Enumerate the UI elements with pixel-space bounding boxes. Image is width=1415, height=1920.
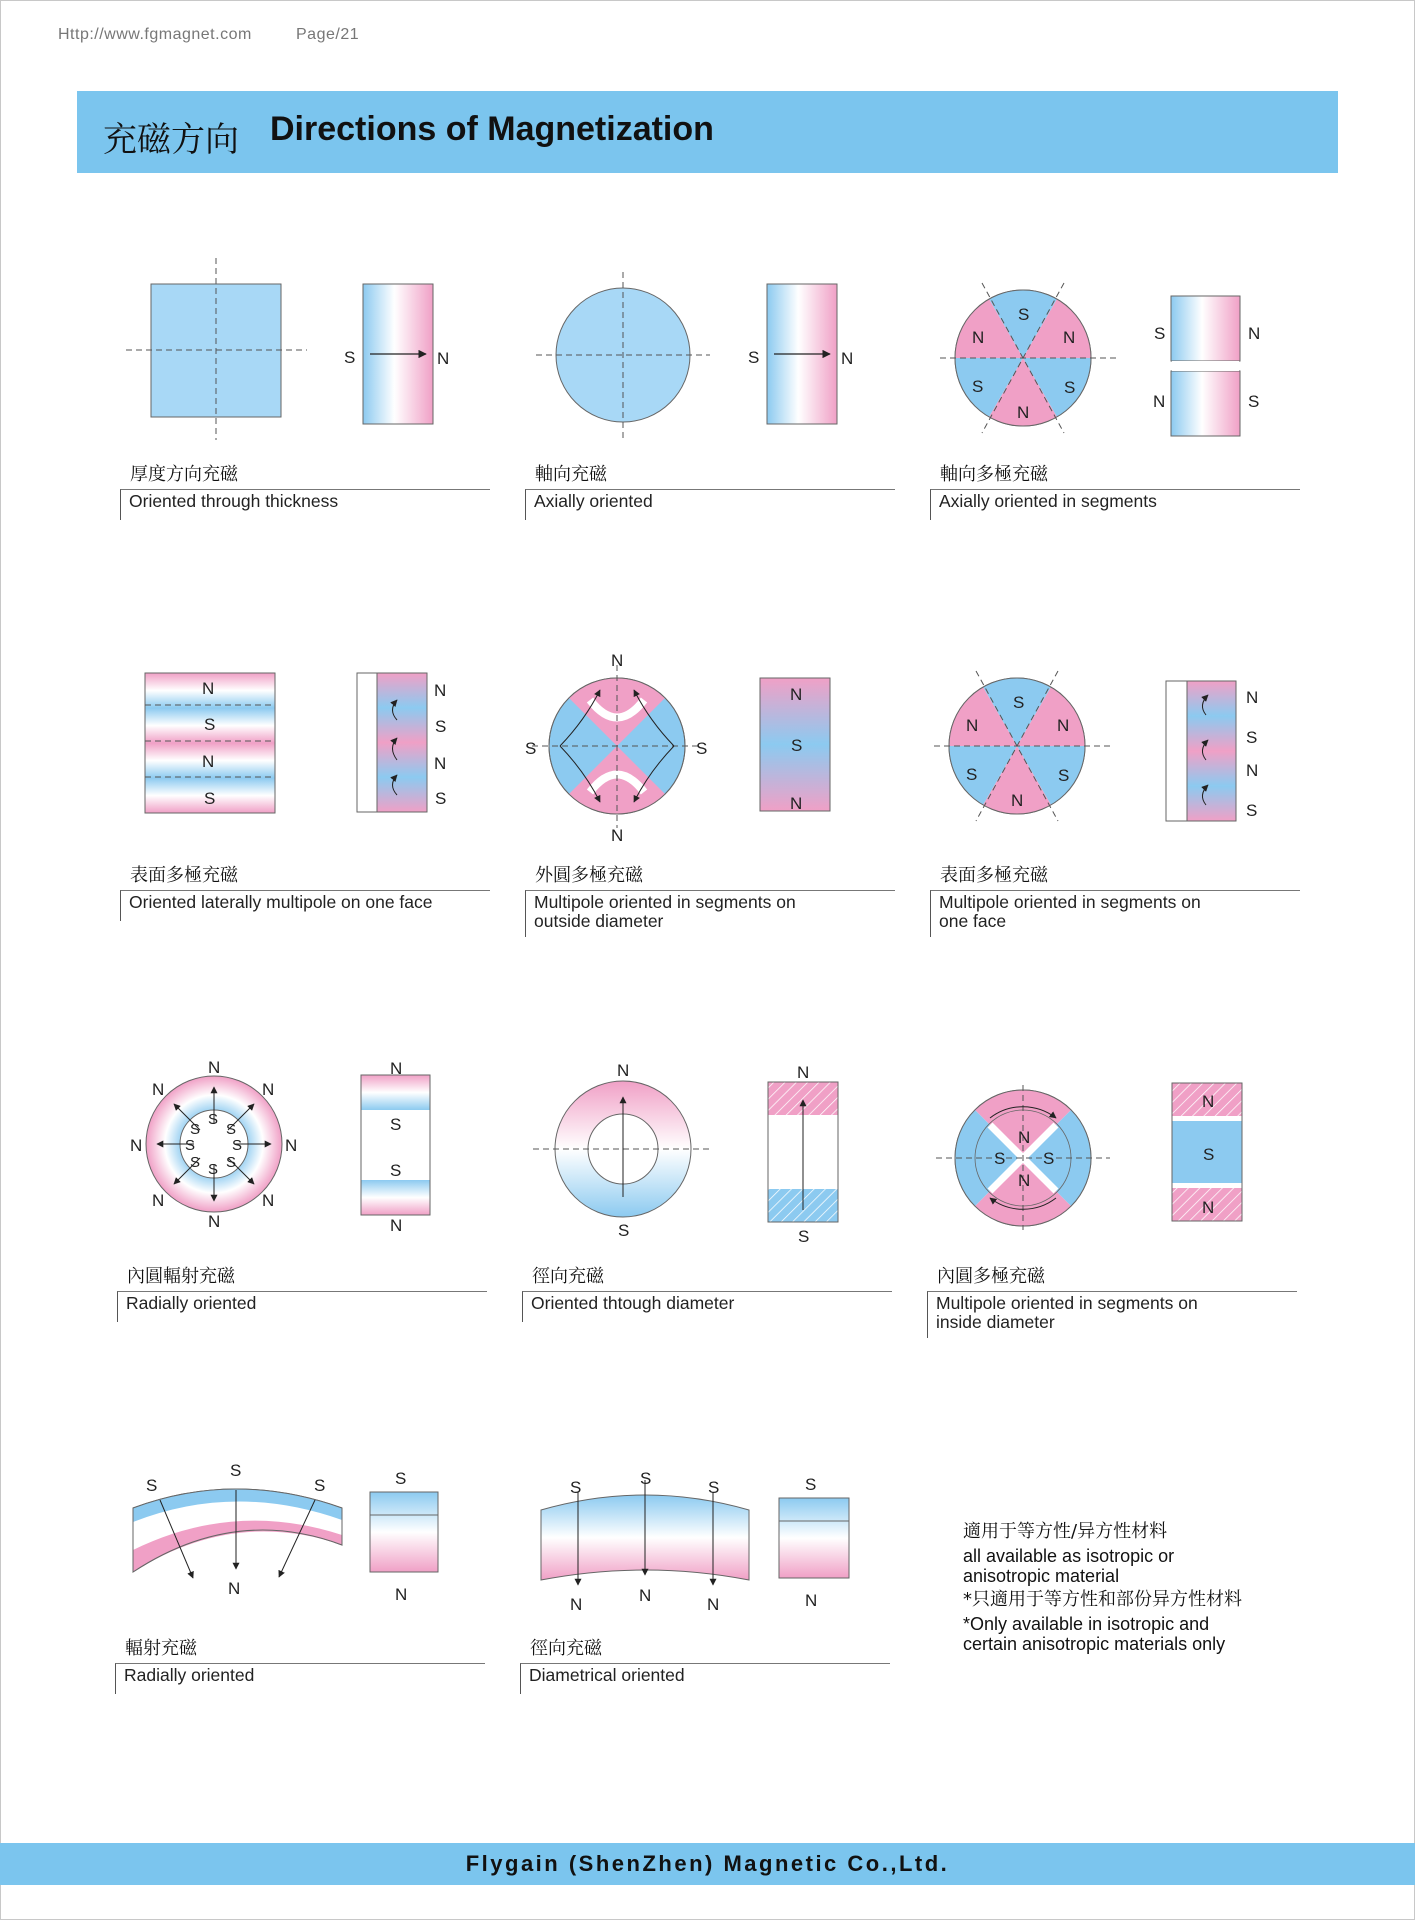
pole-label-s: S [226,1121,237,1138]
diagram-oriented-through-diameter [533,1061,838,1246]
pole-label-s: S [708,1478,720,1497]
pole-label-s: S [185,1137,196,1154]
caption-item-9 [927,1262,1297,1338]
diagram-multipole-outside-diameter [525,651,830,845]
pole-label-s: S [390,1161,402,1180]
caption-cn: 軸向充磁 [535,464,607,485]
pole-label-n: N [1202,1198,1215,1217]
pole-label-s: S [1154,324,1166,343]
pole-label-s: S [966,765,978,784]
caption-item-8 [522,1262,892,1322]
pole-label-n: N [611,651,624,670]
pole-label-n: N [639,1586,652,1605]
pole-label-s: S [1058,766,1070,785]
pole-label-s: S [314,1476,326,1495]
pole-label-s: S [390,1115,402,1134]
pole-label-n: N [570,1595,583,1614]
pole-label-n: N [797,1063,810,1082]
diagram-multipole-segments-one-face [934,671,1258,821]
pole-label-s: S [190,1121,201,1138]
pole-label-s: S [1203,1145,1215,1164]
caption-en: Multipole oriented in segments on inside diameter [936,1293,1198,1332]
pole-label-s: S [696,739,708,758]
pole-label-n: N [1018,1171,1031,1190]
pole-label-n: N [1153,392,1166,411]
pole-label-n: N [390,1059,403,1078]
pole-label-n: N [434,754,447,773]
pole-label-n: N [202,752,215,771]
caption-item-10 [115,1634,485,1694]
caption-item-6 [930,861,1300,937]
caption-item-11 [520,1634,890,1694]
pole-label-n: N [262,1191,275,1210]
pole-label-s: S [232,1137,243,1154]
pole-label-n: N [790,794,803,813]
company-name: Flygain (ShenZhen) Magnetic Co.,Ltd. [465,1851,950,1876]
pole-label-s: S [972,377,984,396]
pole-label-s: S [1013,693,1025,712]
caption-item-1 [120,460,490,520]
pole-label-n: N [805,1591,818,1610]
caption-cn: 徑向充磁 [530,1638,602,1659]
caption-item-3 [930,460,1300,520]
caption-cn: 內圓多極充磁 [937,1266,1045,1287]
caption-en: Multipole oriented in segments on one face [939,892,1201,931]
pole-label-n: N [1011,791,1024,810]
pole-label-n: N [707,1595,720,1614]
pole-label-s: S [1246,728,1258,747]
pole-label-s: S [1248,392,1260,411]
pole-label-s: S [435,717,447,736]
pole-label-s: S [1246,801,1258,820]
pole-label-s: S [1043,1149,1055,1168]
pole-label-n: N [966,716,979,735]
pole-label-s: S [570,1478,582,1497]
pole-label-n: N [1057,716,1070,735]
pole-label-s: S [208,1161,219,1178]
pole-label-s: S [146,1476,158,1495]
pole-label-n: N [202,679,215,698]
pole-label-s: S [190,1154,201,1171]
pole-label-s: S [640,1469,652,1488]
caption-en: Multipole oriented in segments on outside diameter [534,892,796,931]
note-line2-cn: *只適用于等方性和部份异方性材料 [963,1589,1242,1610]
pole-label-n: N [130,1136,143,1155]
pole-label-s: S [791,736,803,755]
caption-item-4 [120,861,490,921]
caption-cn: 表面多極充磁 [130,865,238,886]
caption-en: Radially oriented [124,1665,255,1685]
caption-cn: 軸向多極充磁 [940,464,1048,485]
caption-en: Diametrical oriented [529,1665,685,1685]
caption-en: Axially oriented [534,491,653,511]
pole-label-n: N [152,1191,165,1210]
caption-cn: 外圓多極充磁 [535,865,643,886]
caption-cn: 內圓輻射充磁 [127,1266,235,1287]
pole-label-s: S [208,1111,219,1128]
pole-label-n: N [841,349,854,368]
pole-label-n: N [395,1585,408,1604]
title-cn: 充磁方向 [103,120,239,160]
pole-label-s: S [748,348,760,367]
note-line1-en: all available as isotropic or anisotropic material [963,1546,1175,1586]
caption-en: Axially oriented in segments [939,491,1157,511]
pole-label-s: S [805,1475,817,1494]
diagram-oriented-through-thickness [126,258,449,440]
caption-en: Oriented through thickness [129,491,339,511]
pole-label-n: N [972,328,985,347]
pole-label-n: N [1246,761,1259,780]
caption-cn: 徑向充磁 [532,1266,604,1287]
note-line2-en: *Only available in isotropic and certain anisotropic materials only [963,1614,1226,1654]
diagram-arc-radially-oriented [133,1461,438,1604]
material-note [963,1522,1263,1658]
pole-label-s: S [204,789,216,808]
pole-label-s: S [204,715,216,734]
page-number: Page/21 [296,26,360,43]
pole-label-s: S [435,789,447,808]
diagram-radially-oriented-ring [130,1058,430,1235]
website-url: Http://www.fgmagnet.com [58,26,252,43]
diagram-multipole-inside-diameter [936,1083,1242,1230]
pole-label-n: N [208,1058,221,1077]
pole-label-n: N [390,1216,403,1235]
pole-label-n: N [262,1080,275,1099]
caption-cn: 輻射充磁 [125,1638,197,1659]
diagram-axially-oriented-segments [940,283,1260,436]
pole-label-s: S [1064,378,1076,397]
caption-cn: 厚度方向充磁 [130,464,238,485]
footer-bar [0,1843,1415,1885]
pole-label-n: N [617,1061,630,1080]
pole-label-n: N [790,685,803,704]
pole-label-n: N [611,826,624,845]
caption-en: Radially oriented [126,1293,257,1313]
pole-label-n: N [437,349,450,368]
caption-en: Oriented laterally multipole on one face [129,892,433,912]
pole-label-n: N [434,681,447,700]
pole-label-n: N [1018,1128,1031,1147]
pole-label-n: N [1248,324,1261,343]
pole-label-s: S [1018,305,1030,324]
pole-label-s: S [230,1461,242,1480]
pole-label-n: N [228,1579,241,1598]
pole-label-n: N [1063,328,1076,347]
pole-label-s: S [525,739,537,758]
pole-label-s: S [395,1469,407,1488]
diagram-axially-oriented [536,272,853,438]
pole-label-s: S [618,1221,630,1240]
pole-label-n: N [1246,688,1259,707]
pole-label-s: S [798,1227,810,1246]
diagram-lateral-multipole-one-face [145,673,446,813]
pole-label-n: N [208,1212,221,1231]
caption-en: Oriented thtough diameter [531,1293,735,1313]
pole-label-s: S [226,1154,237,1171]
pole-label-n: N [1202,1092,1215,1111]
title-en: Directions of Magnetization [270,110,714,148]
caption-item-2 [525,460,895,520]
caption-item-7 [117,1262,487,1322]
note-line1-cn: 適用于等方性/异方性材料 [963,1521,1168,1542]
pole-label-s: S [344,348,356,367]
pole-label-s: S [994,1149,1006,1168]
pole-label-n: N [285,1136,298,1155]
caption-item-5 [525,861,895,937]
diagram-arc-diametrical-oriented [541,1469,849,1614]
pole-label-n: N [152,1080,165,1099]
caption-cn: 表面多極充磁 [940,865,1048,886]
pole-label-n: N [1017,403,1030,422]
